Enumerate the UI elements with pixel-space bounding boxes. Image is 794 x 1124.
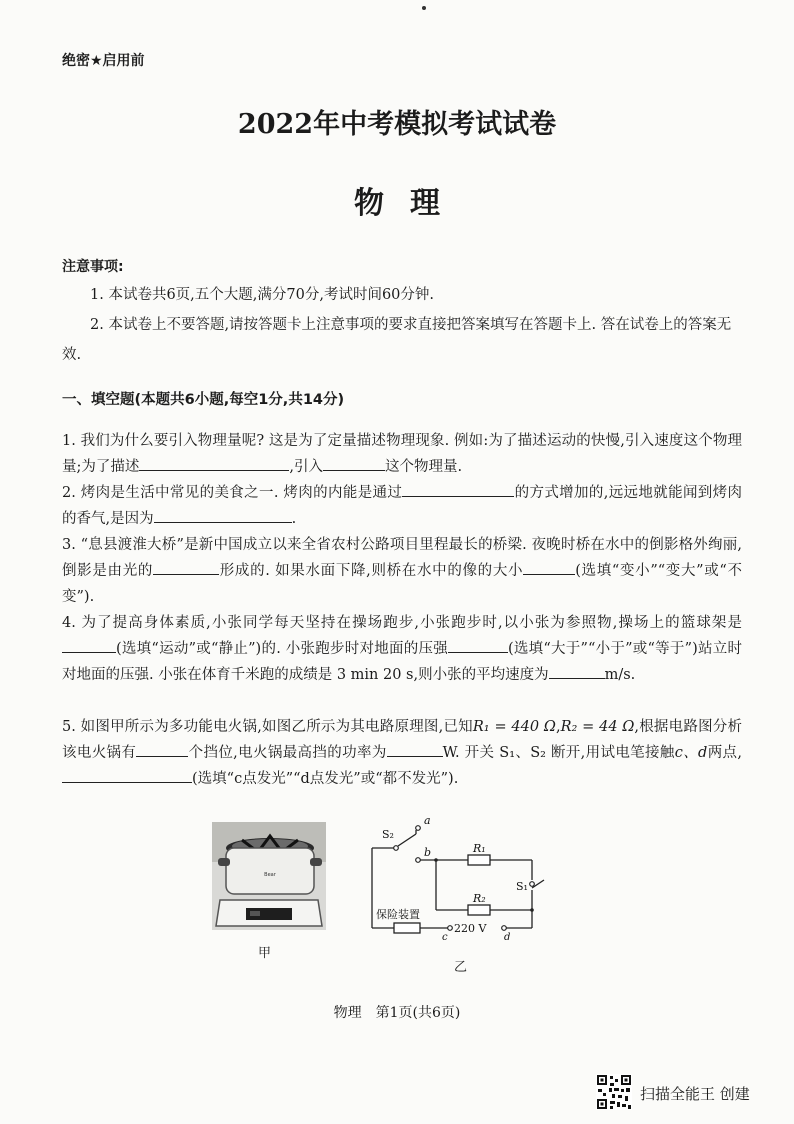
q1-blank-2 [323, 454, 385, 471]
q5-text-4: W. 开关 S₁、S₂ 断开,用试电笔接触 [442, 745, 675, 761]
label-a: a [424, 814, 431, 827]
circuit-diagram [356, 810, 546, 940]
qr-code-icon [596, 1074, 632, 1114]
question-5 [62, 714, 742, 792]
question-4 [62, 610, 742, 688]
q2-text-3: . [291, 511, 297, 527]
q5-blank-2 [387, 740, 443, 757]
page-mark [422, 6, 426, 10]
q5-r1-value: R₁ = 440 Ω [472, 719, 556, 735]
q5-text-2: ,根据电路图分析该电火锅有 [62, 719, 743, 761]
q4-blank-1 [62, 636, 116, 653]
q1-blank-1 [139, 454, 289, 471]
q3-text-1: 3. “息县渡淮大桥”是新中国成立以来全省农村公路项目里程最长的桥梁. 夜晚时桥在水中的倒影格外绚丽,倒影是由光的 [62, 537, 742, 579]
q4-text-2: (选填“运动”或“静止”)的. 小张跑步时对地面的压强 [116, 641, 448, 657]
q1-text-3: 这个物理量. [385, 459, 463, 475]
svg-text:Bear: Bear [264, 872, 276, 878]
figure-yi-label: 乙 [454, 960, 468, 975]
q3-blank-2 [523, 558, 575, 575]
page-footer: 物理 第1页(共6页) [333, 1005, 461, 1021]
scanner-watermark: 扫描全能王 创建 [640, 1085, 750, 1103]
label-r1: R₁ [473, 842, 486, 855]
section-heading: 一、填空题(本题共6小题,每空1分,共14分) [62, 392, 345, 408]
q3-blank-1 [153, 558, 219, 575]
label-c: c [442, 932, 448, 940]
hotpot-image [212, 822, 326, 930]
notice-item-2: 2. 本试卷上不要答题,请按答题卡上注意事项的要求直接把答案填写在答题卡上. 答在试卷上的答案无效. [62, 317, 732, 363]
q5-text-1: 5. 如图甲所示为多功能电火锅,如图乙所示为其电路原理图,已知 [62, 719, 473, 735]
label-s1: S₁ [516, 880, 528, 893]
q4-blank-3 [549, 662, 605, 679]
q5-points-cd: c、d [674, 745, 708, 761]
notice-item-1: 1. 本试卷共6页,五个大题,满分70分,考试时间60分钟. [90, 287, 435, 303]
q1-text-1: 1. 我们为什么要引入物理量呢? 这是为了定量描述物理现象. 例如:为了描述运动的快慢,引入速度这个物理量;为了描述 [62, 433, 742, 475]
label-s2: S₂ [382, 828, 394, 841]
q4-blank-2 [448, 636, 508, 653]
q5-separator: , [555, 719, 561, 735]
subject-title: 物理 [354, 186, 466, 221]
exam-title: 2022年中考模拟考试试卷 [237, 109, 557, 140]
label-fuse: 保险装置 [376, 908, 420, 921]
q2-text-2: 的方式增加的,远远地就能闻到烤肉的香气,是因为 [62, 485, 743, 527]
figure-yi-circuit [356, 810, 546, 975]
q5-r2-value: R₂ = 44 Ω [560, 719, 635, 735]
label-voltage: 220 V [454, 922, 487, 935]
figure-jia-hotpot-photo [212, 822, 326, 961]
q3-text-2: 形成的. 如果水面下降,则桥在水中的像的大小 [219, 563, 524, 579]
question-1 [62, 428, 742, 480]
q1-text-2: ,引入 [289, 459, 323, 475]
q5-blank-3 [62, 766, 192, 783]
q4-text-1: 4. 为了提高身体素质,小张同学每天坚持在操场跑步,小张跑步时,以小张为参照物,操场上的篮球架是 [62, 615, 742, 631]
label-b: b [424, 846, 432, 859]
q2-blank-1 [402, 480, 514, 497]
q3-text-3: (选填“变小”“变大”或“不变”). [62, 563, 743, 605]
q5-text-5: 两点, [707, 745, 743, 761]
question-3 [62, 532, 742, 610]
notice-heading: 注意事项: [62, 259, 124, 275]
figure-jia-label: 甲 [258, 946, 272, 961]
q5-blank-1 [136, 740, 188, 757]
q2-text-1: 2. 烤肉是生活中常见的美食之一. 烤肉的内能是通过 [62, 485, 403, 501]
q4-text-4: m/s. [604, 667, 636, 683]
q2-blank-2 [154, 506, 292, 523]
q4-text-3: (选填“大于”“小于”或“等于”)站立时对地面的压强. 小张在体育千米跑的成绩是 3 min 20 s,则小张的平均速度为 [62, 641, 742, 683]
q5-text-6: (选填“c点发光”“d点发光”或“都不发光”). [192, 771, 459, 787]
label-d: d [504, 932, 511, 940]
question-2 [62, 480, 742, 532]
q5-text-3: 个挡位,电火锅最高挡的功率为 [188, 745, 387, 761]
confidential-label: 绝密★启用前 [62, 53, 145, 69]
label-r2: R₂ [473, 892, 486, 905]
